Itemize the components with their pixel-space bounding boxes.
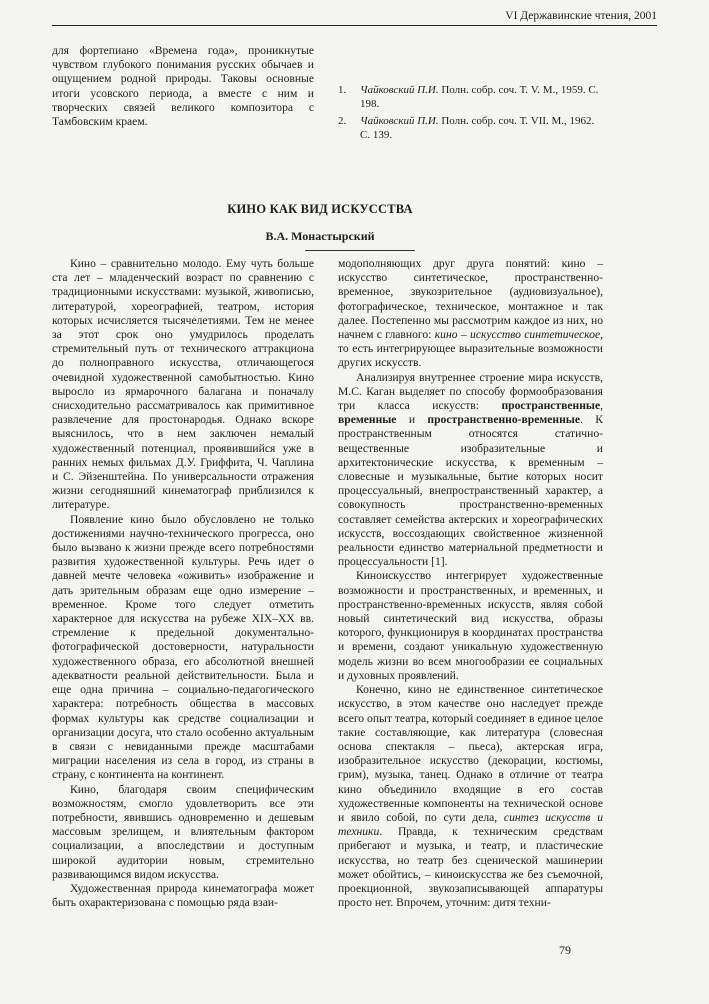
term-spatiotemporal: пространственно-временные <box>427 413 580 427</box>
footnote-source: Полн. собр. соч. Т. VII. М., 1962. С. 139. <box>360 115 595 141</box>
footnote-author: Чайковский П.И. <box>360 84 439 96</box>
paragraph: Киноискусство интегрирует художественные возможности и пространственных, и временных, и пространственно-временных искусств, являя собой новый синтетический вид искусства, образы которого, функционируя в координатах пространства и времени, создают уникальную художественную модель жизни во всем многообразии ее социальных и духовных проявлений. <box>338 569 603 682</box>
paragraph: Появление кино было обусловлено не только достижениями научно-технического прогресса, оно было вызвано к жизни прежде всего потребностями развития художественной культуры. Речь идет о давней мечте человека «оживить» изображение и дать зрительным образам еще одно измерение – временное. Кроме того следует отметить характерное для искусства на рубеже XIX–XX вв. стремление к предельной документально-фотографической достоверности, натуральности художественного образа, его абсолютной внешней адекватности реальной действительности. Была и еще одна причина – социально-педагогического характера: потребность общества в массовых формах культуры как средстве социализации и организации досуга, что стало особенно актуальным в связи с невиданными прежде масштабами миграции населения из села в город, из страны в страну, с континента на континент. <box>52 512 314 782</box>
footnote-number: 1. <box>338 84 347 96</box>
paragraph <box>338 257 603 371</box>
article-author: В.А. Монастырский <box>265 229 375 243</box>
text-run: . Правда, к техническим средствам прибегают и музыка, и театр, и пластические искусства, но театр без сценической машинерии может обойтись, – киноискусства же без съемочной, проекционной, звукозаписывающей аппаратуры просто нет. Впрочем, уточним: дитя техни- <box>338 825 603 910</box>
text-run: и <box>396 413 428 427</box>
article-title: КИНО КАК ВИД ИСКУССТВА <box>227 202 413 216</box>
footnote-text <box>360 84 603 111</box>
footnote-text <box>360 115 603 142</box>
term-temporal: временные <box>338 413 397 427</box>
footnotes <box>338 84 603 146</box>
paragraph: Художественная природа кинематографа может быть охарактеризована с помощью ряда взаи- <box>52 881 314 910</box>
emphasis: синтез искусств и техники <box>338 810 603 839</box>
article-column-right <box>338 257 603 910</box>
footnote <box>338 84 603 111</box>
text-run: , <box>600 399 603 413</box>
footnote-author: Чайковский П.И. <box>360 115 439 127</box>
previous-article-paragraph: для фортепиано «Времена года», проникнутые чувством глубокого понимания русских обычаев и ощущением родной природы. Таковы основные итоги усовского периода, а вместе с ним и творческих связей великого композитора с Тамбовским краем. <box>52 44 314 129</box>
footnote-number: 2. <box>338 115 347 127</box>
text-run: Анализируя внутреннее строение мира искусств, М.С. Каган выделяет по способу формообразования три класса искусств: <box>338 370 603 413</box>
article-column-left <box>52 257 314 910</box>
text-run: . К пространственным относятся статично-вещественные изобразительные и архитектонические искусства, к временным – словесные и музыкальные, бытие которых носит процессуальный, внепространственный характер, а совокупность пространственно-временных составляет семейства актерских и хореографических искусств, воссоздающих свойственное жизненной реальности единство материальной предметности и процессуальности [1]. <box>338 413 603 569</box>
footnote-source: Полн. собр. соч. Т. V. М., 1959. С. 198. <box>360 84 599 110</box>
text-run: , то есть интегрирующее выразительные возможности других искусств. <box>338 328 603 370</box>
text-run: Конечно, кино не единственное синтетическое искусство, в этом качестве оно наследует прежде всего опыт театра, который соединяет в единое целое такие составляющие, как литература (словесная основа спектакля – пьеса), актерская игра, изобразительное искусство (декорации, костюмы, грим), музыка, танец. Однако в отличие от театра кино объединило входящие в его состав художественные компоненты на технической основе и явило собой, по сути дела, <box>338 683 603 824</box>
footnote <box>338 115 603 142</box>
paragraph: Кино – сравнительно молодо. Ему чуть больше ста лет – младенческий возраст по сравнению с традиционными искусствами: музыкой, живописью, литературой, хореографией, театром, история которых исчисляется тысячелетиями. Тем не менее за этот срок оно умудрилось проделать стремительный путь от технического аттракциона до полноправного искусства, отличающегося очевидной художественной самобытностью. Кино выросло из ярмарочного балагана и поначалу снисходительно рассматривалось как примитивное развлечение для простонародья. Однако вскоре выяснилось, что в нем заключен немалый художественный потенциал, проявившийся уже в ранних немых фильмах Д.У. Гриффита, Ч. Чаплина и С. Эйзенштейна. По универсальности отражения жизни сегодняшний кинематограф приблизился к литературе. <box>52 257 314 512</box>
page-number: 79 <box>559 943 571 957</box>
paragraph: Кино, благодаря своим специфическим возможностям, смогло удовлетворить все эти потребности, явившись одновременно и дешевым массовым зрелищем, и влиятельным фактором социализации, а впоследствии и доступным широкой аудитории новым, стремительно развивающимся видом искусства. <box>52 782 314 881</box>
running-head: VI Державинские чтения, 2001 <box>52 10 657 26</box>
paragraph <box>338 683 603 910</box>
previous-article-tail <box>52 44 314 129</box>
title-divider <box>305 250 415 251</box>
paragraph <box>338 371 603 570</box>
text-run: модополняющих друг друга понятий: кино – искусство синтетическое, пространственно-временное, звукозрительное (аудиовизуальное), фотографическое, техническое, монтажное и так далее. Постепенно мы рассмотрим каждое из них, но начнем с главного: <box>338 257 603 342</box>
emphasis: кино – искусство синтетическое <box>434 328 601 342</box>
term-spatial: пространственные <box>501 399 601 413</box>
